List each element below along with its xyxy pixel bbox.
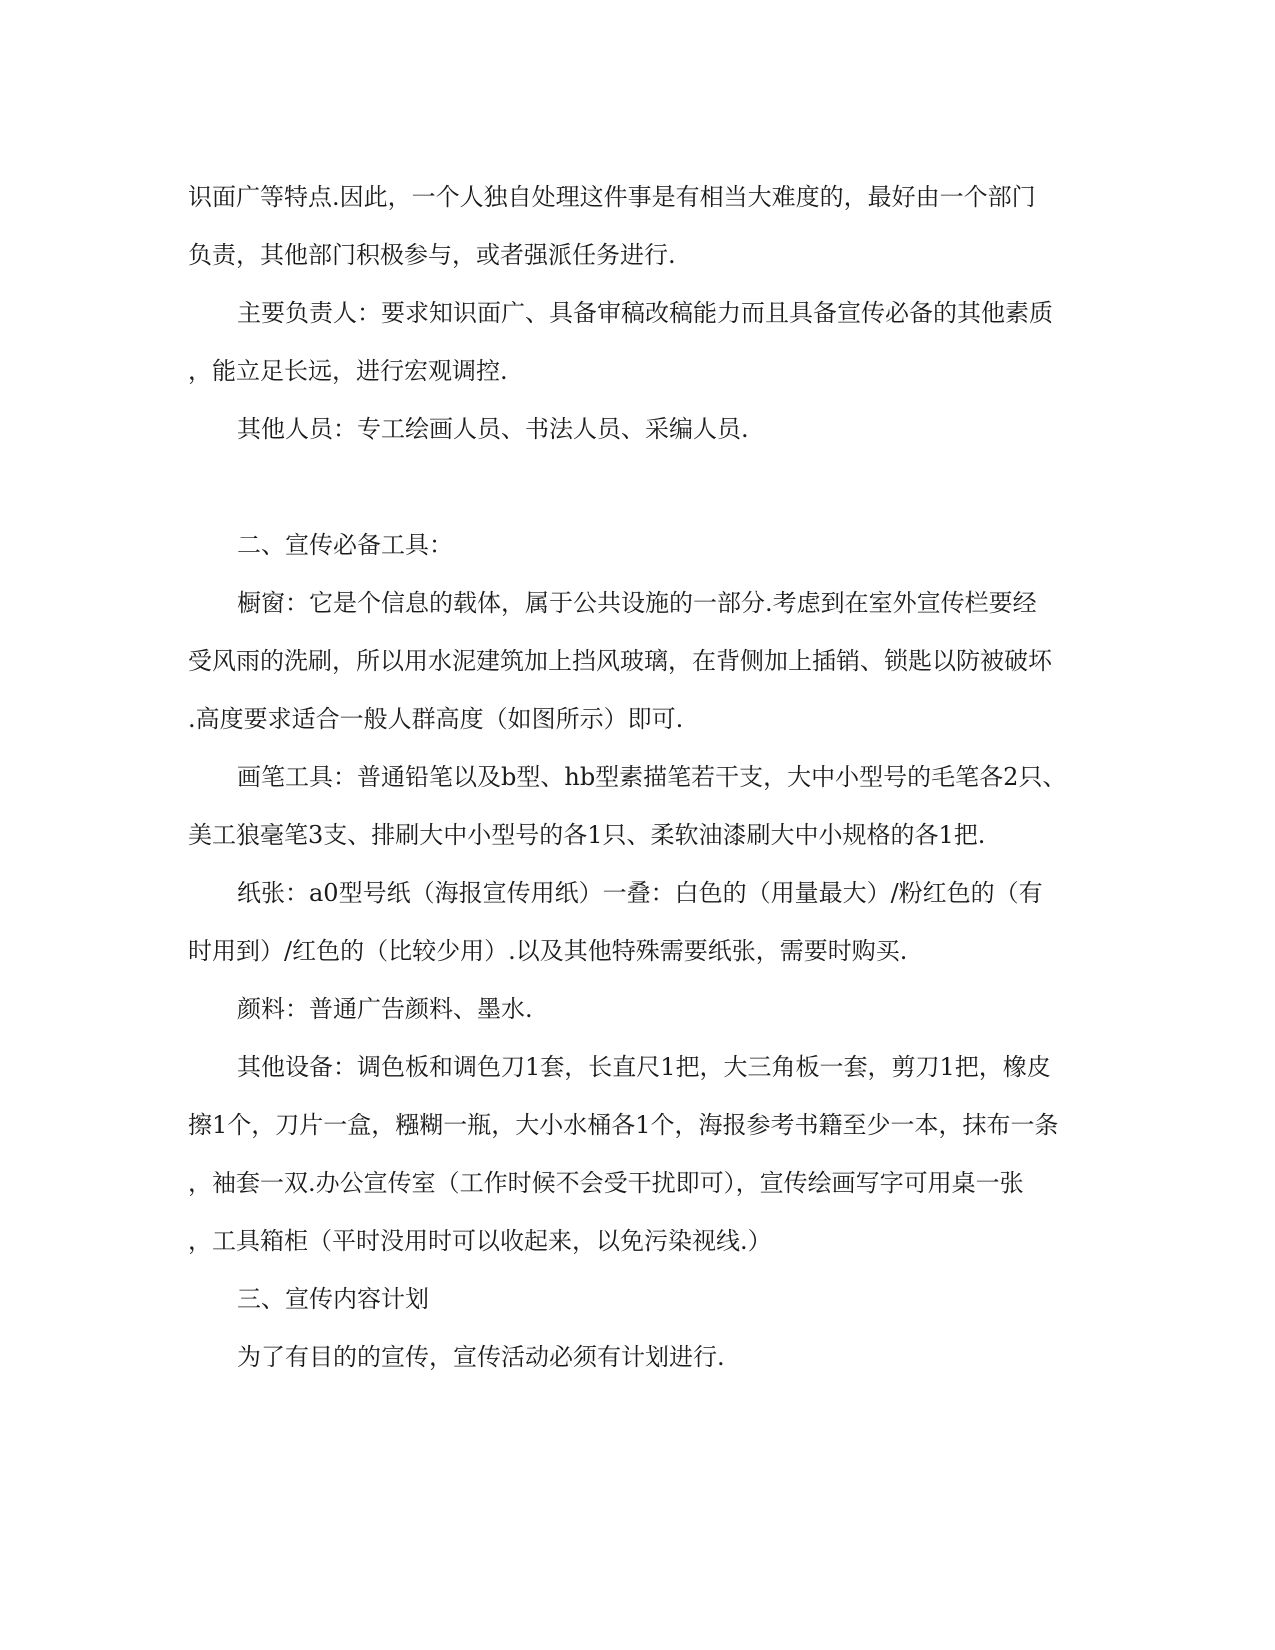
text-line: ，能立足长远，进行宏观调控.	[188, 357, 508, 385]
text-line: 画笔工具：普通铅笔以及b型、hb型素描笔若干支，大中小型号的毛笔各2只、	[237, 763, 1067, 791]
text-line: .高度要求适合一般人群高度（如图所示）即可.	[188, 705, 684, 733]
text-line: 美工狼毫笔3支、排刷大中小型号的各1只、柔软油漆刷大中小规格的各1把.	[188, 821, 986, 849]
text-line: 橱窗：它是个信息的载体，属于公共设施的一部分.考虑到在室外宣传栏要经	[237, 589, 1037, 617]
text-line: 擦1个，刀片一盒，糨糊一瓶，大小水桶各1个，海报参考书籍至少一本，抹布一条	[188, 1111, 1059, 1139]
text-line: 为了有目的的宣传，宣传活动必须有计划进行.	[237, 1343, 725, 1371]
text-line: 纸张：a0型号纸（海报宣传用纸）一叠：白色的（用量最大）/粉红色的（有	[237, 879, 1043, 907]
text-line: 颜料：普通广告颜料、墨水.	[237, 995, 533, 1023]
text-line: 时用到）/红色的（比较少用）.以及其他特殊需要纸张，需要时购买.	[188, 937, 908, 965]
text-line: 其他设备：调色板和调色刀1套，长直尺1把，大三角板一套，剪刀1把，橡皮	[237, 1053, 1051, 1081]
text-line: ，袖套一双.办公宣传室（工作时候不会受干扰即可），宣传绘画写字可用桌一张	[188, 1169, 1024, 1197]
document-body	[188, 168, 1090, 1386]
text-line: 其他人员：专工绘画人员、书法人员、采编人员.	[237, 415, 749, 443]
text-line: ，工具箱柜（平时没用时可以收起来，以免污染视线.）	[188, 1227, 772, 1255]
text-line: 负责，其他部门积极参与，或者强派任务进行.	[188, 241, 676, 269]
paragraph-gap	[188, 458, 1090, 516]
text-line: 受风雨的洗刷，所以用水泥建筑加上挡风玻璃，在背侧加上插销、锁匙以防被破坏	[188, 647, 1052, 675]
text-line: 识面广等特点.因此，一个人独自处理这件事是有相当大难度的，最好由一个部门	[188, 183, 1036, 211]
section-heading: 二、宣传必备工具：	[237, 531, 453, 559]
text-line: 主要负责人：要求知识面广、具备审稿改稿能力而且具备宣传必备的其他素质	[237, 299, 1053, 327]
section-heading: 三、宣传内容计划	[237, 1285, 429, 1313]
